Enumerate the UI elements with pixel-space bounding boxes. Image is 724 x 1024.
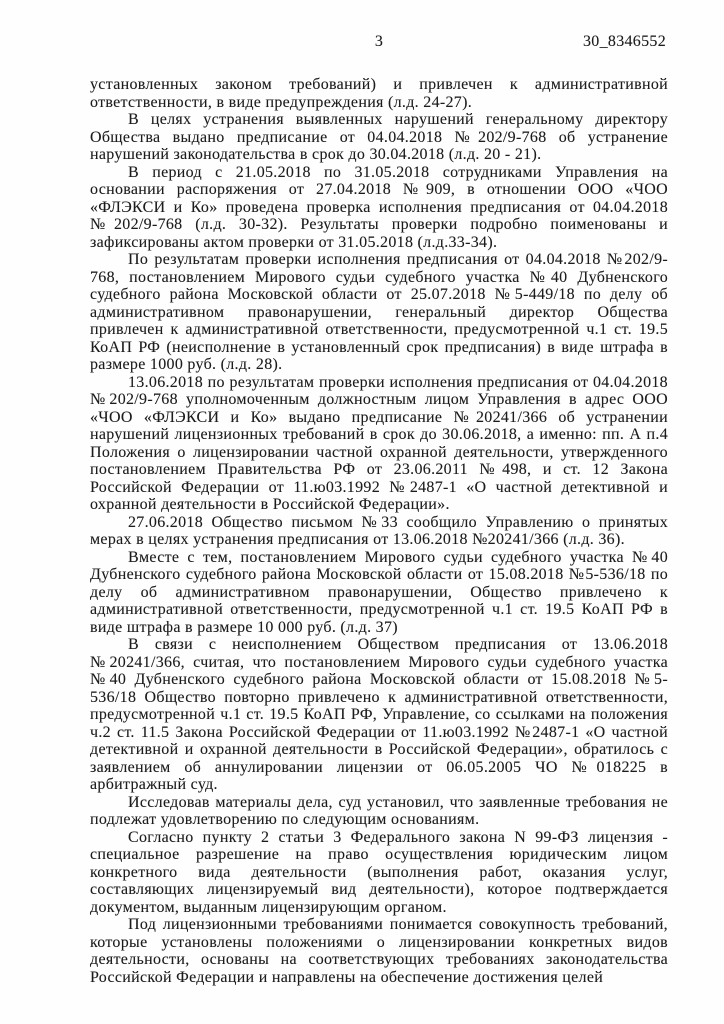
paragraph: Под лицензионными требованиями понимается совокупность требований, которые установлены положениями о лицензировании конкретных видов деятельности, основаны на соответствующих требованиях законодательства Российской Федерации и направлены на обеспечение достижения целей: [90, 916, 668, 986]
page-header: [90, 33, 668, 53]
paragraph: Вместе с тем, постановлением Мирового судьи судебного участка №40 Дубненского судебного района Московской области от 15.08.2018 №5-536/18 по делу об административном правонарушении, Общество привлечено к административной ответственности, предусмотренной ч.1 ст. 19.5 КоАП РФ в виде штрафа в размере 10 000 руб. (л.д. 37): [90, 548, 668, 636]
paragraph: 13.06.2018 по результатам проверки исполнения предписания от 04.04.2018 №202/9-768 уполномоченным должностным лицом Управления в адрес ООО «ЧОО «ФЛЭКСИ и Ко» выдано предписание №20241/366 об устранении нарушений лицензионных требований в срок до 30.06.2018, а именно: пп. А п.4 Положения о лицензировании частной охранной деятельности, утвержденного постановлением Правительства РФ от 23.06.2011 №498, и ст. 12 Закона Российской Федерации от 11.ю03.1992 №2487-1 «О частной детективной и охранной деятельности в Российской Федерации».: [90, 373, 668, 513]
paragraph: В период с 21.05.2018 по 31.05.2018 сотрудниками Управления на основании распоряжения от 27.04.2018 №909, в отношении ООО «ЧОО «ФЛЭКСИ и Ко» проведена проверка исполнения предписания от 04.04.2018 №202/9-768 (л.д. 30-32). Результаты проверки подробно поименованы и зафиксированы актом проверки от 31.05.2018 (л.д.33-34).: [90, 163, 668, 251]
paragraph: 27.06.2018 Общество письмом №33 сообщило Управлению о принятых мерах в целях устранения предписания от 13.06.2018 №20241/366 (л.д. 36).: [90, 513, 668, 548]
document-number: 30_8346552: [583, 33, 666, 50]
paragraph: В целях устранения выявленных нарушений генеральному директору Общества выдано предписание от 04.04.2018 №202/9-768 об устранение нарушений законодательства в срок до 30.04.2018 (л.д. 20 - 21).: [90, 111, 668, 163]
paragraph: Исследовав материалы дела, суд установил, что заявленные требования не подлежат удовлетворению по следующим основаниям.: [90, 793, 668, 828]
paragraph: В связи с неисполнением Обществом предписания от 13.06.2018 №20241/366, считая, что постановлением Мирового судьи судебного участка №40 Дубненского судебного района Московской области от 15.08.2018 №5-536/18 Общество повторно привлечено к административной ответственности, предусмотренной ч.1 ст. 19.5 КоАП РФ, Управление, со ссылками на положения ч.2 ст. 11.5 Закона Российской Федерации от 11.ю03.1992 №2487-1 «О частной детективной и охранной деятельности в Российской Федерации», обратилось с заявлением об аннулировании лицензии от 06.05.2005 ЧО №018225 в арбитражный суд.: [90, 636, 668, 793]
paragraph: установленных законом требований) и привлечен к административной ответственности, в виде предупреждения (л.д. 24-27).: [90, 76, 668, 111]
page-number: 3: [374, 33, 384, 50]
paragraph: Согласно пункту 2 статьи 3 Федерального закона N 99-ФЗ лицензия - специальное разрешение на право осуществления юридическим лицом конкретного вида деятельности (выполнения работ, оказания услуг, составляющих лицензируемый вид деятельности), которое подтверждается документом, выданным лицензирующим органом.: [90, 828, 668, 916]
document-body: [90, 76, 668, 986]
paragraph: По результатам проверки исполнения предписания от 04.04.2018 №202/9-768, постановлением Мирового судьи судебного участка №40 Дубненского судебного района Московской области от 25.07.2018 №5-449/18 по делу об административном правонарушении, генеральный директор Общества привлечен к административной ответственности, предусмотренной ч.1 ст. 19.5 КоАП РФ (неисполнение в установленный срок предписания) в виде штрафа в размере 1000 руб. (л.д. 28).: [90, 251, 668, 373]
